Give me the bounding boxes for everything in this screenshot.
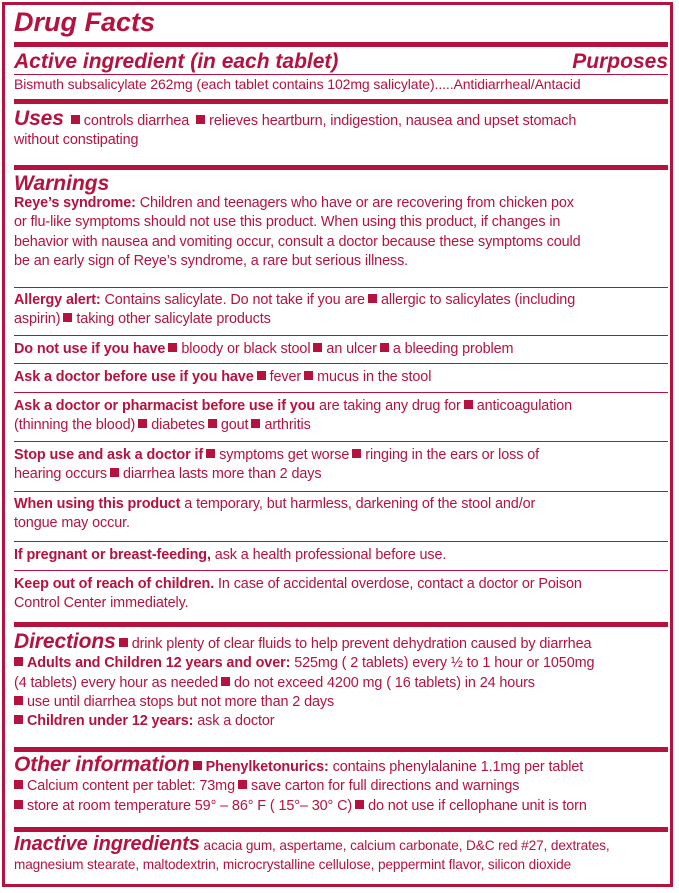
ask-pharmacist-label: Ask a doctor or pharmacist before use if you xyxy=(14,398,316,414)
keep-text: In case of accidental overdose, contact a doctor or Poison xyxy=(218,576,582,592)
bullet-icon xyxy=(168,343,177,352)
save-carton-item: save carton for full directions and warnings xyxy=(250,778,520,795)
purposes-heading: Purposes xyxy=(572,50,668,73)
allergy-item1: allergic to salicylates (including xyxy=(380,292,576,308)
bullet-icon xyxy=(71,115,80,124)
warnings-divider xyxy=(14,541,668,542)
reye-line2: or flu-like symptoms should not use this product. When using this product, if changes in xyxy=(14,214,561,231)
ask-doctor-label: Ask a doctor before use if you have xyxy=(14,369,254,385)
do-not-use-label: Do not use if you have xyxy=(14,341,166,357)
bullet-icon xyxy=(355,800,364,809)
reye-label: Reye’s syndrome: xyxy=(14,195,136,211)
dnu-item3: a bleeding problem xyxy=(392,341,514,357)
allergy-item1-cont: aspirin) xyxy=(14,311,61,328)
warnings-divider xyxy=(14,491,668,492)
active-ingredient-heading: Active ingredient (in each tablet) xyxy=(14,50,339,73)
drug-facts-panel xyxy=(2,2,673,887)
ask-item1: fever xyxy=(269,369,302,385)
ask-pharmacist-block xyxy=(14,397,668,436)
uses-item1: controls diarrhea xyxy=(83,113,190,129)
stop-item3: diarrhea lasts more than 2 days xyxy=(123,466,322,483)
inactive-heading: Inactive ingredients xyxy=(14,833,200,855)
inactive-line2: magnesium stearate, maltodextrin, microcrystalline cellulose, peppermint flavor, silicon dioxide xyxy=(14,857,572,873)
bullet-icon xyxy=(251,419,260,428)
reye-line3: behavior with nausea and vomiting occur, consult a doctor because these symptoms could xyxy=(14,233,581,250)
bullet-icon xyxy=(221,677,230,686)
adults-item2: do not exceed 4200 mg ( 16 tablets) in 24 hours xyxy=(234,674,535,691)
warnings-divider xyxy=(14,441,668,442)
askp-text: are taking any drug for xyxy=(319,398,461,414)
dnu-item1: bloody or black stool xyxy=(181,341,311,357)
active-ingredient-header xyxy=(14,49,668,75)
children-text: ask a doctor xyxy=(197,713,275,730)
bullet-icon xyxy=(196,115,205,124)
uses-item2-cont: without constipating xyxy=(14,132,139,149)
bullet-icon xyxy=(138,419,147,428)
bullet-icon xyxy=(14,800,23,809)
warnings-divider xyxy=(14,570,668,571)
warnings-divider xyxy=(14,392,668,393)
when-using-label: When using this product xyxy=(14,496,181,512)
bullet-icon xyxy=(110,468,119,477)
directions-until: use until diarrhea stops but not more than 2 days xyxy=(27,693,335,710)
pregnant-block xyxy=(14,546,668,565)
active-rule xyxy=(14,99,668,104)
inactive-section xyxy=(14,835,668,875)
adults-text: 525mg ( 2 tablets) every ½ to 1 hour or 1050mg xyxy=(294,655,595,672)
uses-rule xyxy=(14,165,668,170)
ask-item2: mucus in the stool xyxy=(317,369,432,385)
when-text: a temporary, but harmless, darkening of the stool and/or xyxy=(184,496,536,512)
bullet-icon xyxy=(119,638,128,647)
allergy-block xyxy=(14,291,668,330)
bullet-icon xyxy=(464,400,473,409)
ingredient-text: Bismuth subsalicylate 262mg (each tablet contains 102mg salicylate) xyxy=(14,76,435,92)
askp-item4: arthritis xyxy=(264,417,311,434)
keep-out-block xyxy=(14,575,668,614)
bullet-icon xyxy=(14,715,23,724)
allergy-item2: taking other salicylate products xyxy=(76,311,271,328)
dnu-item2: an ulcer xyxy=(326,341,377,357)
warnings-rule xyxy=(14,622,668,627)
bullet-icon xyxy=(63,313,72,322)
adults-label: Adults and Children 12 years and over: xyxy=(27,655,291,672)
bullet-icon xyxy=(368,294,377,303)
bullet-icon xyxy=(257,371,266,380)
active-ingredient-line xyxy=(14,75,668,95)
warnings-divider xyxy=(14,335,668,336)
bullet-icon xyxy=(14,657,23,666)
bullet-icon xyxy=(193,761,202,770)
adults-cont: (4 tablets) every hour as needed xyxy=(14,674,218,691)
directions-section xyxy=(14,632,668,731)
bullet-icon xyxy=(14,696,23,705)
purpose-text: Antidiarrheal/Antacid xyxy=(453,76,581,92)
directions-item1: drink plenty of clear fluids to help prevent dehydration caused by diarrhea xyxy=(131,636,592,652)
bullet-icon xyxy=(206,449,215,458)
calcium-item: Calcium content per tablet: 73mg xyxy=(27,778,235,795)
reye-line4: be an early sign of Reye’s syndrome, a rare but serious illness. xyxy=(14,252,409,269)
allergy-text: Contains salicylate. Do not take if you are xyxy=(104,292,365,308)
keep-out-label: Keep out of reach of children. xyxy=(14,576,215,592)
pku-text: contains phenylalanine 1.1mg per tablet xyxy=(332,759,584,775)
leader-dots: ..... xyxy=(434,76,454,92)
pregnant-label: If pregnant or breast-feeding, xyxy=(14,547,211,563)
when-using-block xyxy=(14,495,668,534)
bullet-icon xyxy=(352,449,361,458)
children-label: Children under 12 years: xyxy=(27,713,194,730)
pregnant-text: ask a health professional before use. xyxy=(214,547,447,563)
reye-block xyxy=(14,194,668,271)
bullet-icon xyxy=(14,780,23,789)
stop-item1: symptoms get worse xyxy=(219,447,350,463)
other-info-heading: Other information xyxy=(14,753,190,776)
inactive-line1: acacia gum, aspertame, calcium carbonate, D&C red #27, dextrates, xyxy=(203,838,610,853)
stop-use-block xyxy=(14,446,668,485)
askp-item1: anticoagulation xyxy=(476,398,573,414)
stop-item2-cont: hearing occurs xyxy=(14,466,107,483)
uses-heading: Uses xyxy=(14,107,64,130)
stop-item2: ringing in the ears or loss of xyxy=(365,447,540,463)
uses-section xyxy=(14,109,668,151)
askp-item1-cont: (thinning the blood) xyxy=(14,417,136,434)
warnings-divider xyxy=(14,363,668,364)
bullet-icon xyxy=(304,371,313,380)
allergy-label: Allergy alert: xyxy=(14,292,101,308)
bullet-icon xyxy=(238,780,247,789)
askp-item3: gout xyxy=(220,417,249,434)
directions-rule xyxy=(14,747,668,752)
other-info-section xyxy=(14,755,668,816)
askp-item2: diabetes xyxy=(151,417,205,434)
warnings-heading: Warnings xyxy=(14,172,110,195)
bullet-icon xyxy=(313,343,322,352)
pku-label: Phenylketonurics: xyxy=(205,759,329,775)
other-info-rule xyxy=(14,827,668,832)
do-not-use-block xyxy=(14,340,668,359)
cellophane-item: do not use if cellophane unit is torn xyxy=(368,797,587,814)
when-cont: tongue may occur. xyxy=(14,515,130,532)
ask-doctor-block xyxy=(14,368,668,387)
stop-use-label: Stop use and ask a doctor if xyxy=(14,447,204,463)
uses-item2: relieves heartburn, indigestion, nausea and upset stomach xyxy=(209,113,577,129)
directions-heading: Directions xyxy=(14,630,116,653)
bullet-icon xyxy=(208,419,217,428)
reye-line1: Children and teenagers who have or are recovering from chicken pox xyxy=(139,195,574,211)
drug-facts-title: Drug Facts xyxy=(14,7,156,37)
store-item: store at room temperature 59° – 86° F ( 15°– 30° C) xyxy=(27,797,353,814)
keep-cont: Control Center immediately. xyxy=(14,595,189,612)
title-rule xyxy=(14,42,668,47)
bullet-icon xyxy=(380,343,389,352)
warnings-divider xyxy=(14,287,668,288)
